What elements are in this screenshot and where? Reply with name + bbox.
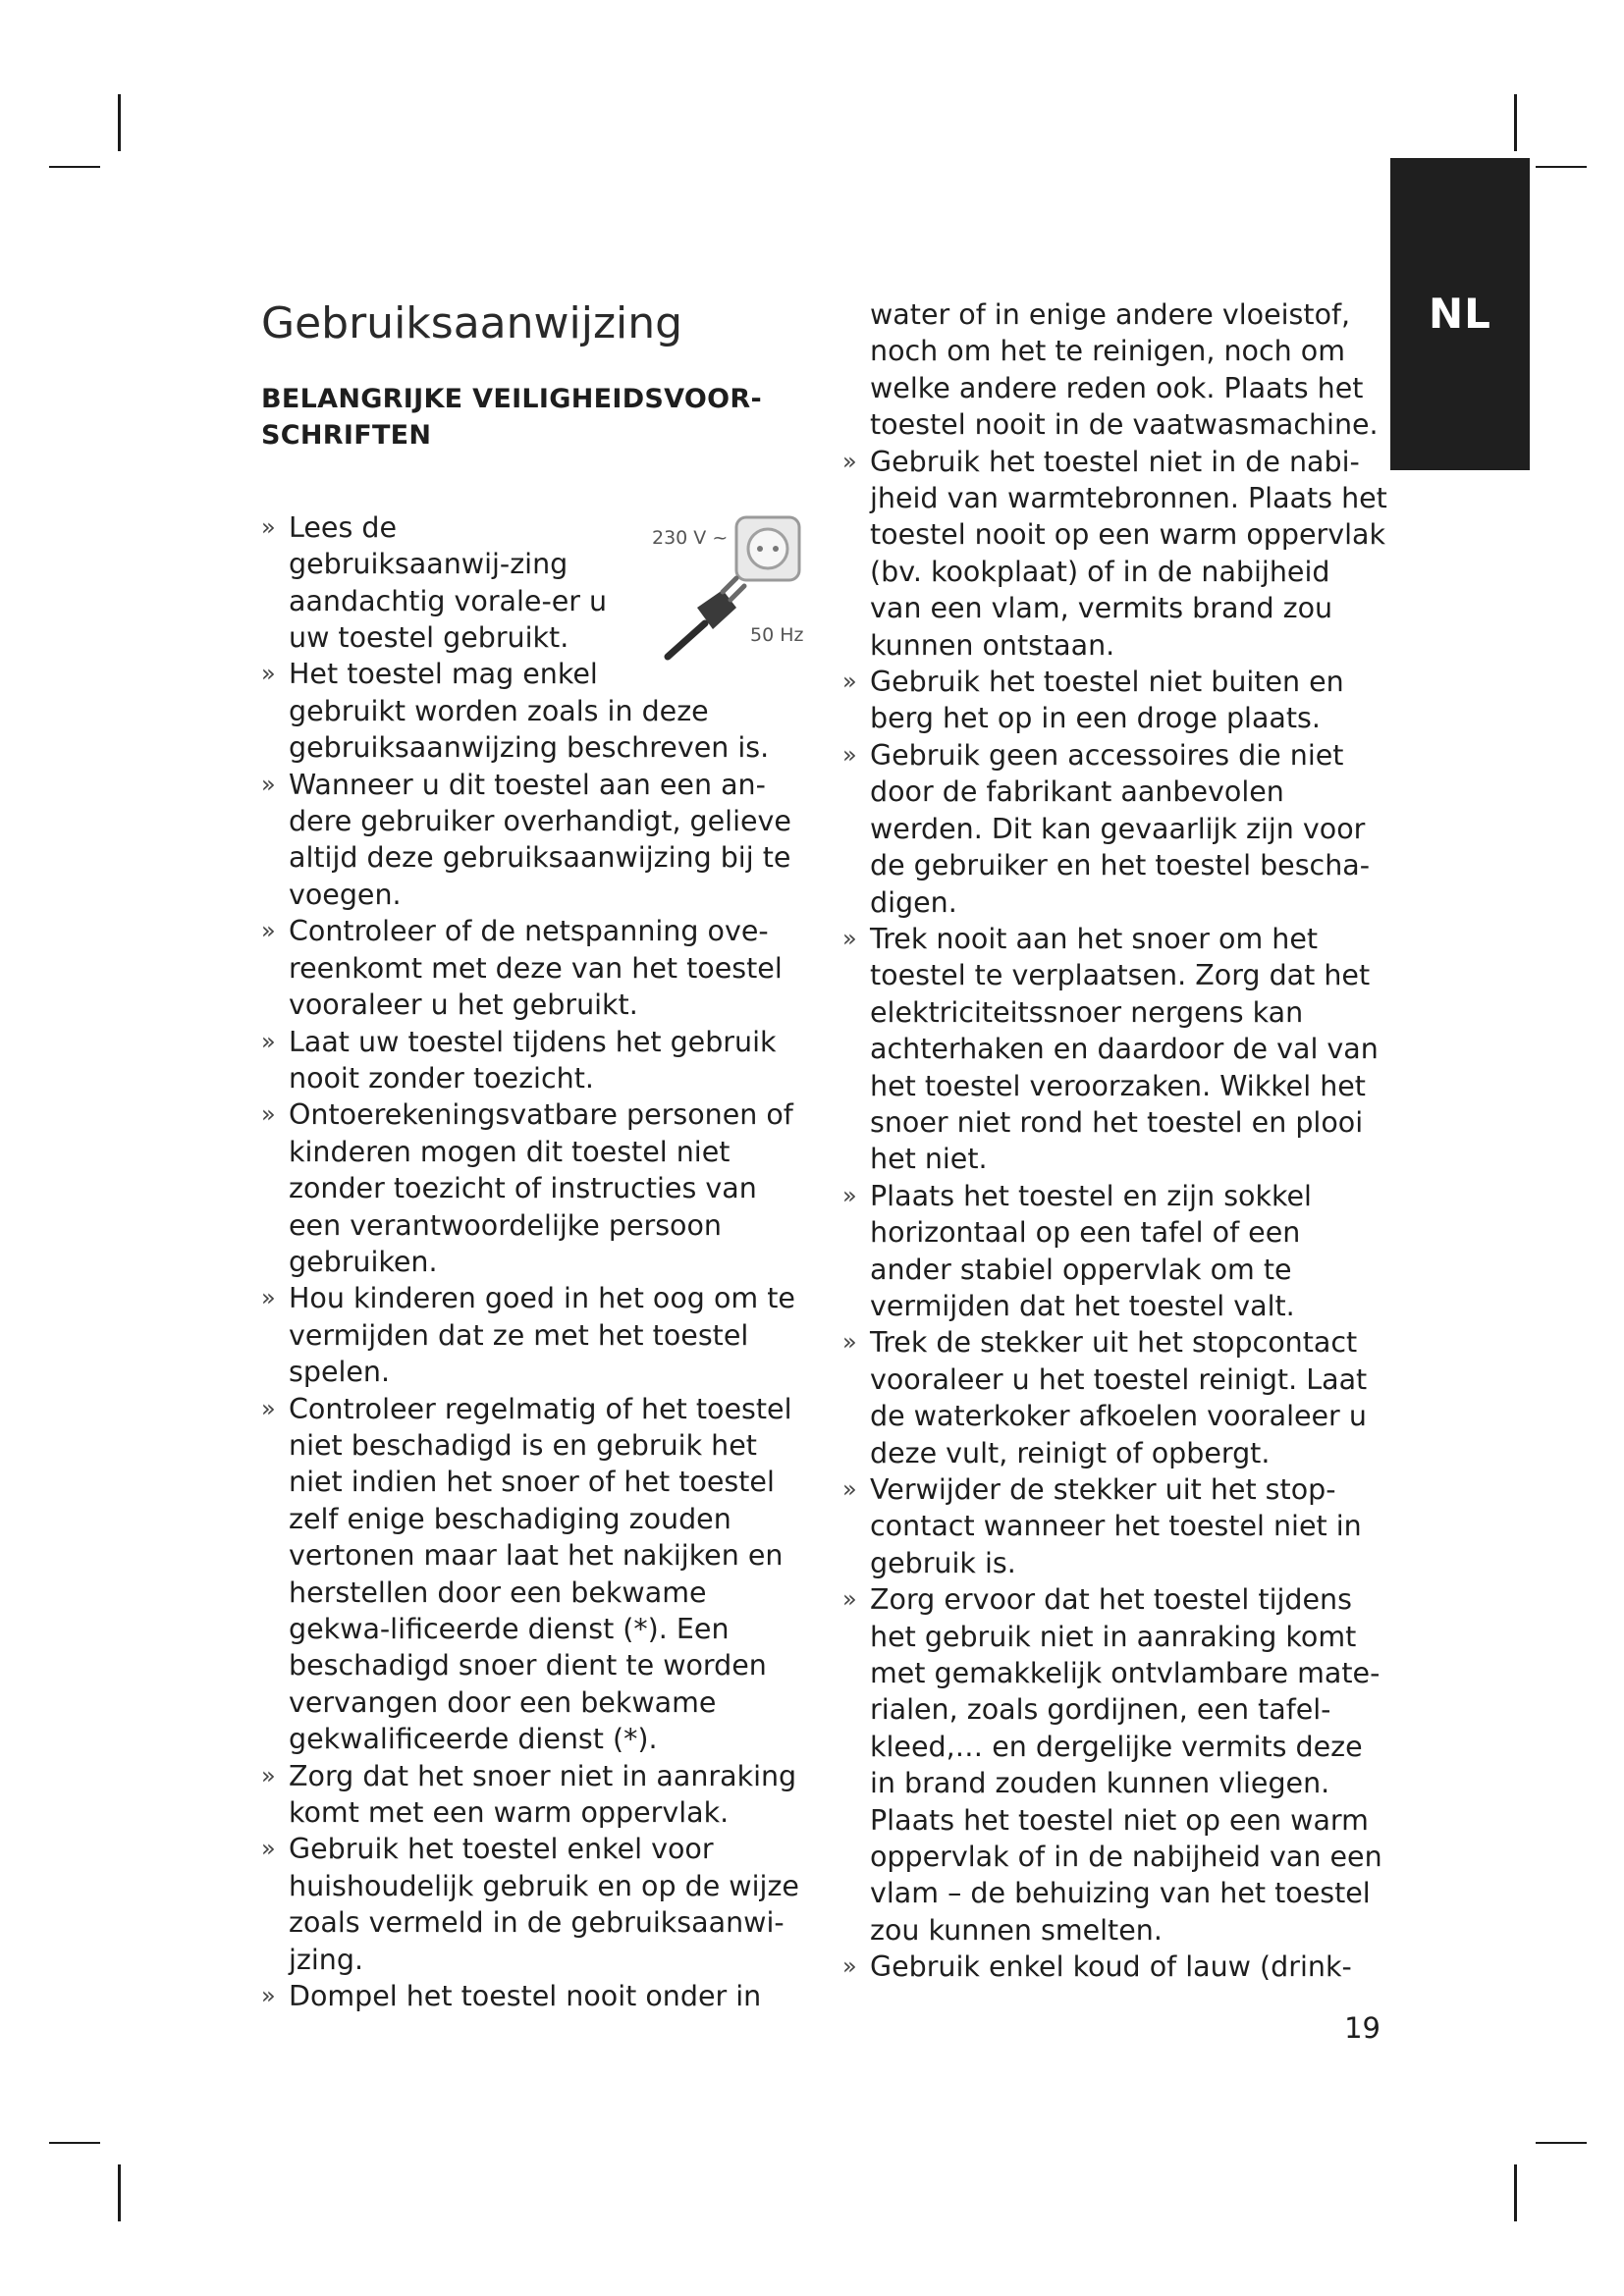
crop-mark xyxy=(1514,94,1517,151)
crop-mark xyxy=(49,2142,100,2144)
right-column xyxy=(842,296,1388,1986)
list-item: » Controleer regelmatig of het toestel niet beschadigd is en gebruik het niet indien het snoer of het toestel zelf enige beschadiging zouden vertonen maar laat het nakijken en herstellen door een bekwame gekwa-lificeerde dienst (*). Een beschadigd snoer dient te worden vervangen door een bekwame gekwalificeerde dienst (*). xyxy=(261,1391,807,1758)
page-number: 19 xyxy=(1344,2011,1380,2045)
list-item: » Controleer of de netspanning ove-reenkomt met deze van het toestel vooraleer u het gebruikt. xyxy=(261,913,807,1023)
list-item: » Trek de stekker uit het stopcontact vooraleer u het toestel reinigt. Laat de waterkoker afkoelen vooraleer u deze vult, reinigt of opbergt. xyxy=(842,1324,1388,1471)
list-item: » Trek nooit aan het snoer om het toestel te verplaatsen. Zorg dat het elektriciteitssnoer nergens kan achterhaken en daardoor de val van het toestel veroorzaken. Wikkel het snoer niet rond het toestel en plooi het niet. xyxy=(842,921,1388,1178)
list-item: » Zorg ervoor dat het toestel tijdens het gebruik niet in aanraking komt met gemakkelijk ontvlambare mate-rialen, zoals gordijnen, een tafel-kleed,… en dergelijke vermits deze in brand zouden kunnen vliegen. Plaats het toestel niet op een warm oppervlak of in de nabijheid van een vlam – de behuizing van het toestel zou kunnen smelten. xyxy=(842,1581,1388,1949)
crop-mark xyxy=(1514,2164,1517,2221)
list-item: » Gebruik enkel koud of lauw (drink- xyxy=(842,1949,1388,1985)
list-item-continuation: water of in enige andere vloeistof, noch om het te reinigen, noch om welke andere reden ook. Plaats het toestel nooit in de vaatwasmachine. xyxy=(870,298,1379,442)
list-item: » Lees de gebruiksaanwij-zing aandachtig vorale-er u uw toestel gebruikt. xyxy=(261,509,807,657)
list-item: » Het toestel mag enkel gebruikt worden zoals in deze gebruiksaanwijzing beschreven is. xyxy=(261,656,807,766)
list-item: » Gebruik het toestel niet buiten en berg het op in een droge plaats. xyxy=(842,664,1388,737)
list-item: » Ontoerekeningsvatbare personen of kinderen mogen dit toestel niet zonder toezicht of instructies van een verantwoordelijke persoon gebruiken. xyxy=(261,1096,807,1280)
frequency-label: 50 Hz xyxy=(750,623,804,646)
list-item: » Verwijder de stekker uit het stop-contact wanneer het toestel niet in gebruik is. xyxy=(842,1471,1388,1581)
language-tab xyxy=(1390,158,1530,470)
list-item: » Gebruik het toestel niet in de nabi-jheid van warmtebronnen. Plaats het toestel nooit op een warm oppervlak (bv. kookplaat) of in de nabijheid van een vlam, vermits brand zou kunnen ontstaan. xyxy=(842,444,1388,664)
left-column xyxy=(261,296,807,2014)
crop-mark xyxy=(118,2164,121,2221)
list-item: » Hou kinderen goed in het oog om te vermijden dat ze met het toestel spelen. xyxy=(261,1280,807,1390)
safety-list-right xyxy=(842,444,1388,1986)
section-heading: BELANGRIJKE VEILIGHEIDSVOOR-SCHRIFTEN xyxy=(261,384,762,452)
language-tab-label: NL xyxy=(1429,290,1491,338)
list-item: » Laat uw toestel tijdens het gebruik nooit zonder toezicht. xyxy=(261,1024,807,1097)
voltage-label: 230 V ~ xyxy=(652,526,729,549)
crop-mark xyxy=(1536,2142,1587,2144)
list-item: » Gebruik het toestel enkel voor huishoudelijk gebruik en op de wijze zoals vermeld in de gebruiksaanwi-jzing. xyxy=(261,1831,807,1978)
list-item: » Gebruik geen accessoires die niet door de fabrikant aanbevolen werden. Dit kan gevaarlijk zijn voor de gebruiker en het toestel bescha-digen. xyxy=(842,737,1388,921)
crop-mark xyxy=(49,166,100,168)
list-item: » Wanneer u dit toestel aan een an-dere gebruiker overhandigt, gelieve altijd deze gebruiksaanwijzing bij te voegen. xyxy=(261,767,807,914)
list-item: » Zorg dat het snoer niet in aanraking komt met een warm oppervlak. xyxy=(261,1758,807,1832)
list-item: » Dompel het toestel nooit onder in xyxy=(261,1978,807,2014)
list-item: » Plaats het toestel en zijn sokkel horizontaal op een tafel of een ander stabiel oppervlak om te vermijden dat het toestel valt. xyxy=(842,1178,1388,1325)
crop-mark xyxy=(1536,166,1587,168)
crop-mark xyxy=(118,94,121,151)
page-title: Gebruiksaanwijzing xyxy=(261,298,683,348)
safety-list-left xyxy=(261,509,807,2015)
